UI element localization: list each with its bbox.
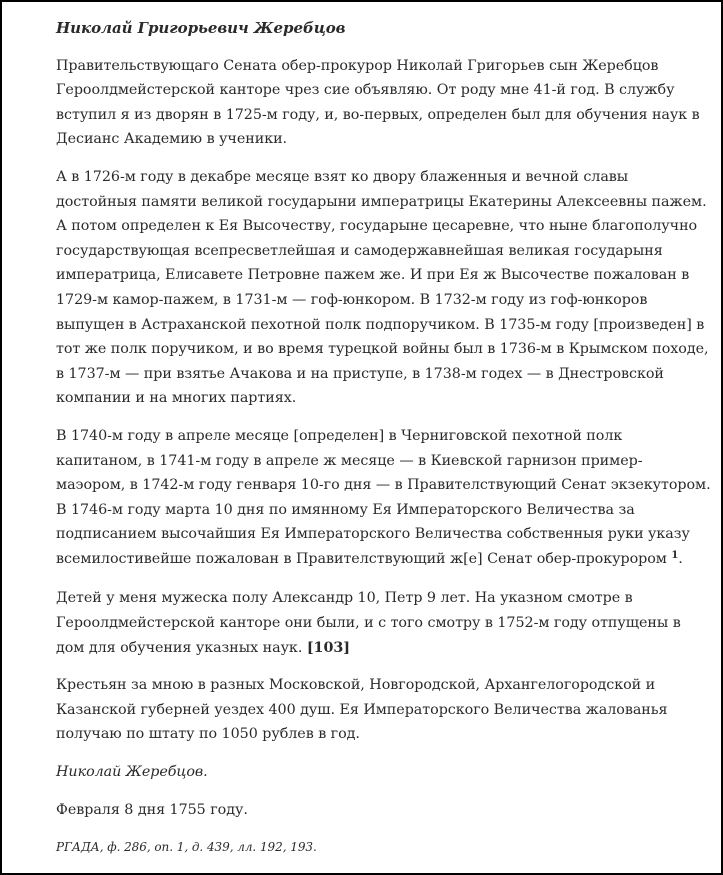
document-content	[56, 12, 711, 860]
signature: Николай Жеребцов.	[56, 764, 208, 781]
paragraph-children-text: Детей у меня мужеска полу Александр 10, Петр 9 лет. На указном смотре в Героолдмейстерской канторе они были, и с того смотру в 1752-м году отпущены в дом для обучения указных наук.	[56, 590, 681, 656]
paragraph-service-early: А в 1726-м году в декабре месяце взят ко двору блаженныя и вечной славы достойныя памяти великой государыни императрицы Екатерины Алексеевны пажем. А потом определен к Ея Высочеству, государыне цесаревне, что ныне благополучно государствующая всепресветлейшая и самодержавнейшая великая государыня императрица, Елисавете Петровне пажем же. И при Ея ж Высочестве пожалован в 1729-м камор-пажем, в 1731-м — гоф-юнкором. В 1732-м году из гоф-юнкоров выпущен в Астраханской пехотной полк подпоручиком. В 1735-м году [произведен] в тот же полк поручиком, и во время турецкой войны был в 1736-м в Крымском походе, в 1737-м — при взятье Ачакова и на приступе, в 1738-м годех — в Днестровской компании и на многих партиях.	[56, 168, 709, 407]
paragraph-service-later-text: В 1740-м году в апреле месяце [определен] в Черниговской пехотной полк капитаном, в 1741-м году в апреле ж месяце — в Киевской гарнизон пример-маэором, в 1742-м году генваря 10-го дня — в Правителствующий Сенат экзекутором. В 1746-м году марта 10 дня по имянному Ея Императорского Величества за подписанием высочайшия Ея Императорского Величества собственныя руки указу всемилостивейше пожалован в Правителствующий ж[е] Сенат обер-прокурором	[56, 427, 711, 567]
paragraph-children	[56, 586, 711, 660]
page-number-marker: [103]	[306, 639, 350, 656]
date-line: Февраля 8 дня 1755 году.	[56, 801, 248, 818]
document-title: Николай Григорьевич Жеребцов	[56, 19, 346, 37]
paragraph-intro: Правительствующаго Сената обер-прокурор Николай Григорьев сын Жеребцов Героолдмейстерской канторе чрез сие объявляю. От роду мне 41-й год. В службу вступил я из дворян в 1725-м году, и, во-первых, определен был для обучения наук в Десианс Академию в ученики.	[56, 57, 700, 148]
paragraph-service-later	[56, 424, 711, 574]
paragraph-end-punct: .	[678, 550, 683, 567]
footnote-link[interactable]: 1	[671, 549, 679, 561]
archive-source: РГАДА, ф. 286, оп. 1, д. 439, лл. 192, 193.	[56, 840, 317, 855]
paragraph-peasants: Крестьян за мною в разных Московской, Новгородской, Архангелогородской и Казанской губерней уездех 400 душ. Ея Императорского Величества жалованья получаю по штату по 1050 рублев в год.	[56, 677, 668, 743]
